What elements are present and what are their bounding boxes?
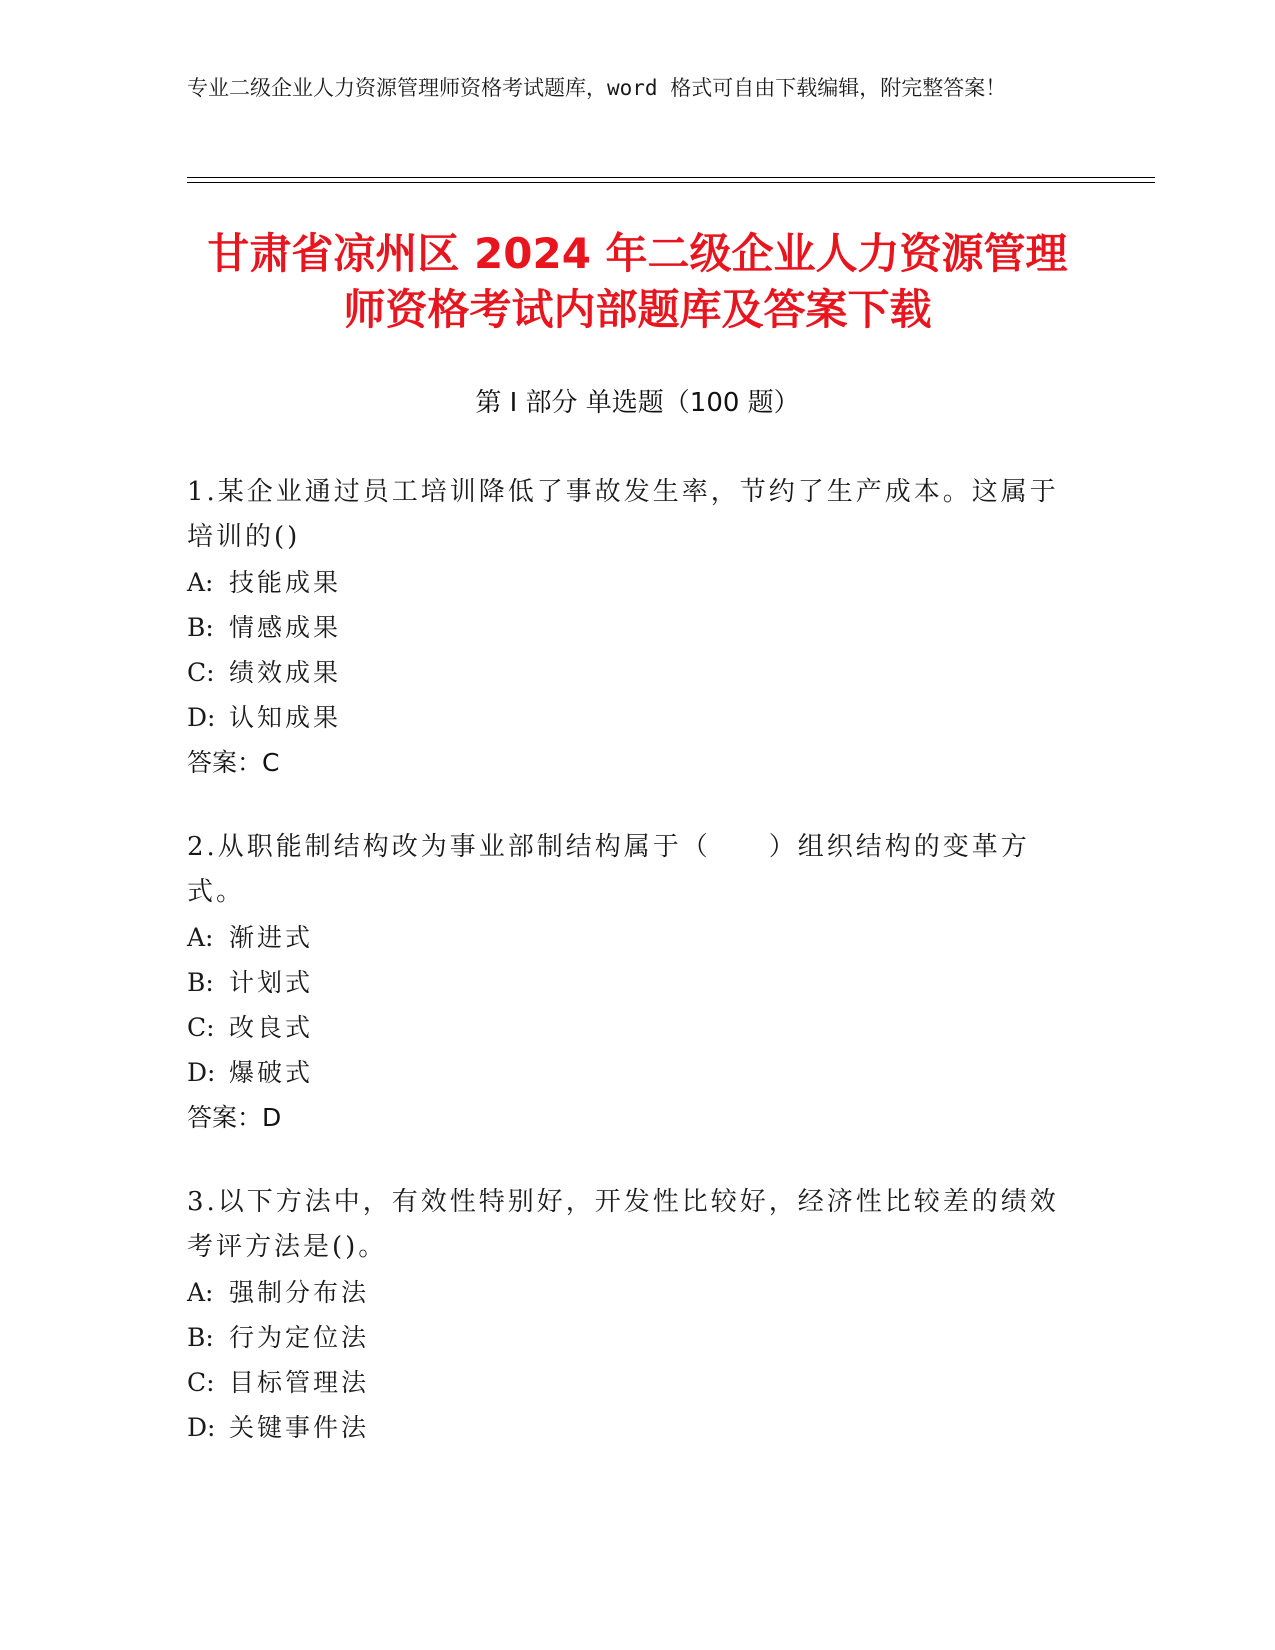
option-text: 渐进式 [229,923,314,952]
option-text: 认知成果 [229,703,342,732]
option-text: 关键事件法 [229,1413,370,1442]
option-b [187,605,1067,650]
question-2 [187,825,1067,1140]
header-rule-bottom [187,182,1155,183]
header-rule-top [187,177,1155,178]
option-key: C: [187,1368,215,1397]
option-text: 强制分布法 [229,1278,370,1307]
option-d [187,695,1067,740]
option-key: A: [187,923,214,952]
question-stem: 3.以下方法中，有效性特别好，开发性比较好，经济性比较差的绩效考评方法是()。 [187,1187,1059,1262]
question-list [187,470,1067,1490]
option-b [187,1315,1067,1360]
option-key: D: [187,1058,216,1087]
option-key: A: [187,1278,214,1307]
option-d [187,1405,1067,1450]
option-text: 目标管理法 [229,1368,370,1397]
option-c [187,1005,1067,1050]
header-note: 专业二级企业人力资源管理师资格考试题库，word 格式可自由下载编辑，附完整答案！ [187,76,1007,100]
document-title-line-2: 师资格考试内部题库及答案下载 [343,285,932,334]
option-d [187,1050,1067,1095]
option-a [187,915,1067,960]
option-key: D: [187,1413,216,1442]
option-c [187,1360,1067,1405]
option-a [187,560,1067,605]
option-key: B: [187,1323,214,1352]
option-text: 技能成果 [229,568,342,597]
question-1 [187,470,1067,785]
option-b [187,960,1067,1005]
document-title-line-1: 甘肃省凉州区 2024 年二级企业人力资源管理 [207,229,1068,278]
option-key: C: [187,1013,215,1042]
option-text: 改良式 [229,1013,314,1042]
document-title [0,226,1275,338]
option-text: 行为定位法 [229,1323,370,1352]
option-text: 绩效成果 [229,658,342,687]
option-key: B: [187,968,214,997]
option-a [187,1270,1067,1315]
answer: 答案：D [187,1103,282,1132]
option-text: 情感成果 [229,613,342,642]
section-title: 第 I 部分 单选题（100 题） [475,388,800,418]
option-text: 计划式 [229,968,314,997]
option-key: D: [187,703,216,732]
option-key: A: [187,568,214,597]
option-key: C: [187,658,215,687]
answer: 答案：C [187,748,280,777]
question-stem: 1.某企业通过员工培训降低了事故发生率，节约了生产成本。这属于培训的() [187,477,1059,552]
question-3 [187,1180,1067,1450]
option-text: 爆破式 [229,1058,314,1087]
option-c [187,650,1067,695]
option-key: B: [187,613,214,642]
question-stem: 2.从职能制结构改为事业部制结构属于（ ）组织结构的变革方式。 [187,832,1030,907]
